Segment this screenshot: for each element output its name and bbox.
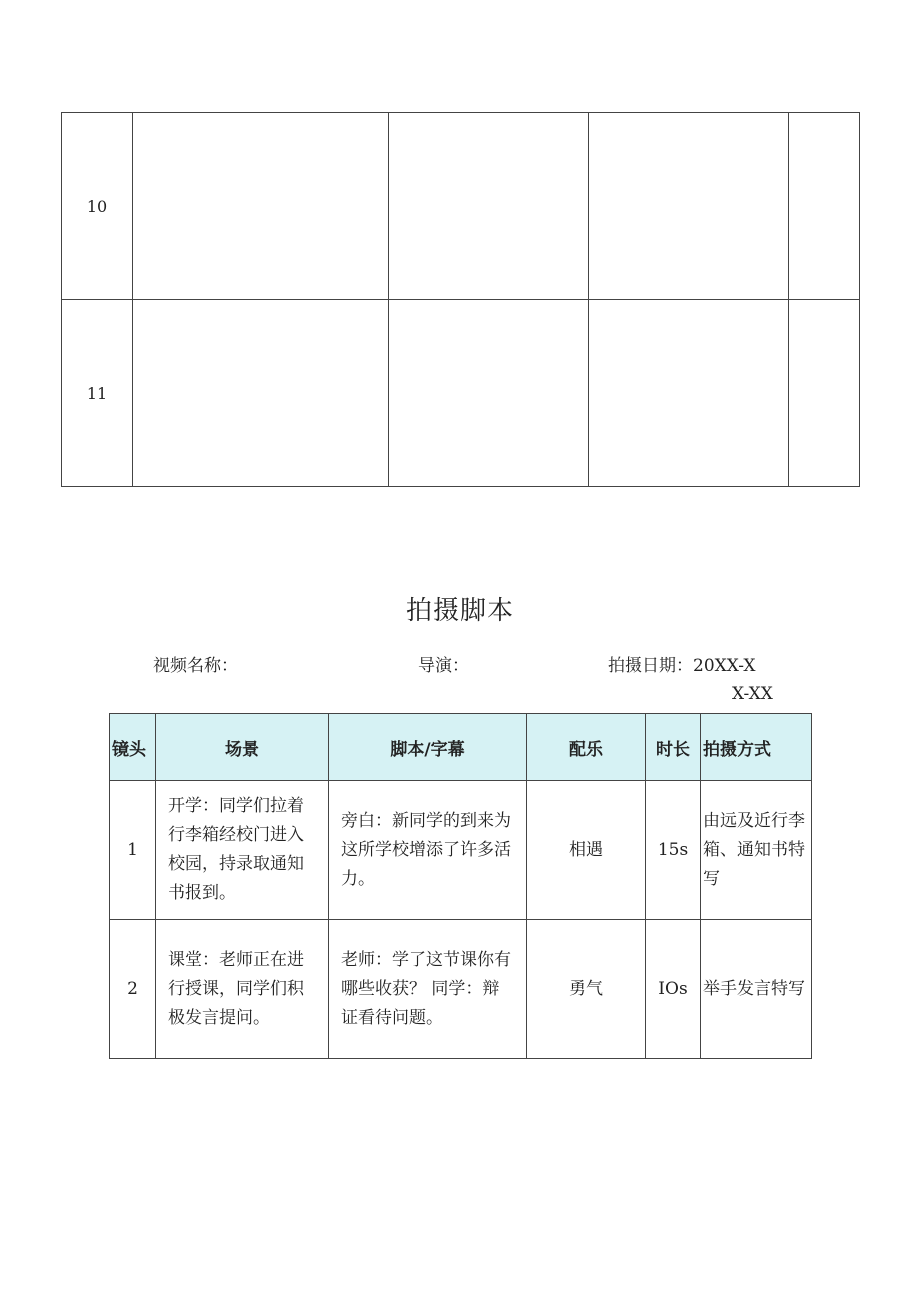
empty-cell [589,300,789,487]
method-cell: 举手发言特写 [701,920,812,1059]
table-row [62,300,860,487]
shoot-date-label: 拍摄日期：20XX-X [608,656,756,676]
scene-cell: 开学：同学们拉着行李箱经校门进入校园，持录取通知书报到。 [156,781,329,920]
table-header-row [110,714,812,781]
previous-shot-table [61,112,860,487]
shoot-date [608,652,778,708]
method-cell: 由远及近行李箱、通知书特写 [701,781,812,920]
empty-cell [133,113,389,300]
scene-cell: 课堂：老师正在进行授课，同学们积极发言提问。 [156,920,329,1059]
music-cell: 相遇 [527,781,646,920]
empty-cell [389,300,589,487]
shot-number-cell: 11 [62,300,133,487]
empty-cell [589,113,789,300]
shooting-script-table [109,713,812,1059]
table-row [62,113,860,300]
table-row [110,920,812,1059]
table-row [110,781,812,920]
header-music: 配乐 [527,714,646,781]
duration-cell: IOs [646,920,701,1059]
director-label: 导演： [418,656,469,676]
header-shot: 镜头 [110,714,156,781]
duration-cell: 15s [646,781,701,920]
header-scene: 场景 [156,714,329,781]
shot-number-cell: 2 [110,920,156,1059]
empty-cell [133,300,389,487]
empty-cell [789,113,860,300]
shot-number-cell: 1 [110,781,156,920]
document-title: 拍摄脚本 [405,596,514,626]
empty-cell [789,300,860,487]
shot-number-cell: 10 [62,113,133,300]
shoot-date-continued: X-XX [732,684,773,704]
header-method: 拍摄方式 [701,714,812,781]
script-cell: 旁白：新同学的到来为这所学校增添了许多活力。 [329,781,527,920]
music-cell: 勇气 [527,920,646,1059]
video-name-label: 视频名称： [153,656,238,676]
header-script: 脚本/字幕 [329,714,527,781]
script-cell: 老师：学了这节课你有哪些收获？ 同学：辩证看待问题。 [329,920,527,1059]
empty-cell [389,113,589,300]
header-duration: 时长 [646,714,701,781]
